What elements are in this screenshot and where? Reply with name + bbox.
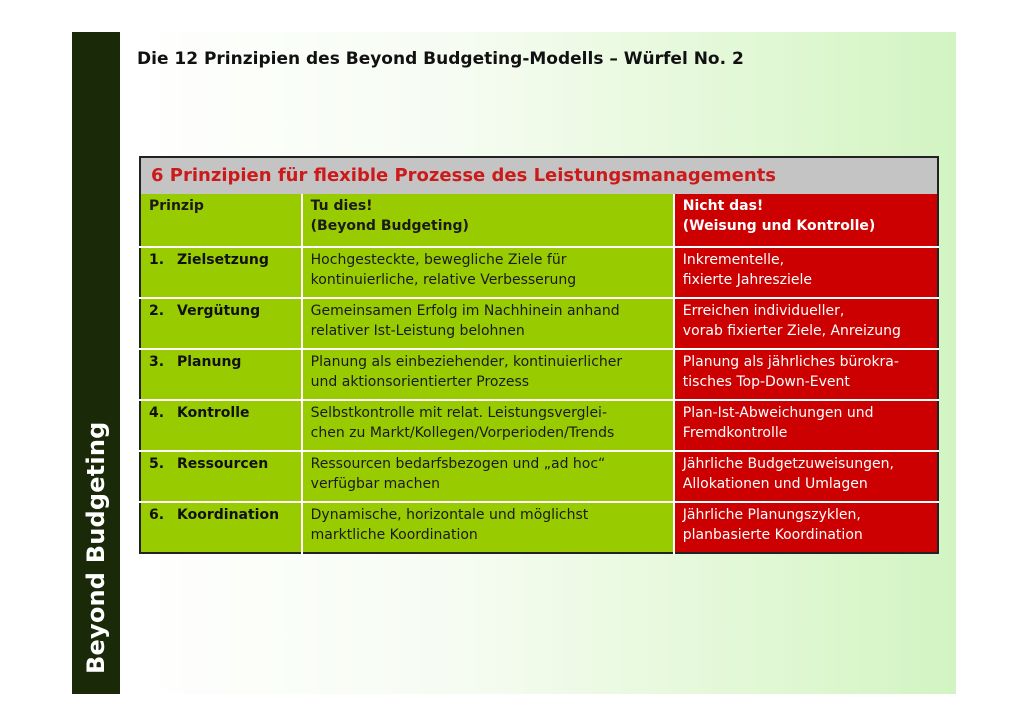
principles-table: [139, 156, 939, 554]
dont-cell: Plan-Ist-Abweichungen und Fremdkontrolle: [674, 400, 938, 451]
do-cell: Ressourcen bedarfsbezogen und „ad hoc“ verfügbar machen: [302, 451, 674, 502]
table-header-row: [140, 157, 938, 194]
do-cell: Gemeinsamen Erfolg im Nachhinein anhand relativer Ist-Leistung belohnen: [302, 298, 674, 349]
column-header-dont: Nicht das! (Weisung und Kontrolle): [674, 194, 938, 247]
dont-cell: Jährliche Planungszyklen, planbasierte Koordination: [674, 502, 938, 553]
table-row: [140, 349, 938, 400]
do-cell: Selbstkontrolle mit relat. Leistungsverglei- chen zu Markt/Kollegen/Vorperioden/Trends: [302, 400, 674, 451]
sidebar-label: Beyond Budgeting: [82, 421, 110, 674]
table-row: [140, 298, 938, 349]
principle-name: 1. Zielsetzung: [140, 247, 302, 298]
table-row: [140, 451, 938, 502]
dont-cell: Erreichen individueller, vorab fixierter Ziele, Anreizung: [674, 298, 938, 349]
do-cell: Planung als einbeziehender, kontinuierlicher und aktionsorientierter Prozess: [302, 349, 674, 400]
column-header-row: [140, 194, 938, 247]
principle-name: 2. Vergütung: [140, 298, 302, 349]
dont-cell: Inkrementelle, fixierte Jahresziele: [674, 247, 938, 298]
table-header: 6 Prinzipien für flexible Prozesse des Leistungsmanagements: [140, 157, 938, 194]
slide-title: Die 12 Prinzipien des Beyond Budgeting-Modells – Würfel No. 2: [137, 49, 744, 69]
table-row: [140, 400, 938, 451]
principle-name: 4. Kontrolle: [140, 400, 302, 451]
principle-name: 5. Ressourcen: [140, 451, 302, 502]
table-row: [140, 502, 938, 553]
do-cell: Hochgesteckte, bewegliche Ziele für kontinuierliche, relative Verbesserung: [302, 247, 674, 298]
column-header-prinzip: Prinzip: [140, 194, 302, 247]
principle-name: 3. Planung: [140, 349, 302, 400]
dont-cell: Planung als jährliches bürokra- tisches Top-Down-Event: [674, 349, 938, 400]
dont-cell: Jährliche Budgetzuweisungen, Allokationen und Umlagen: [674, 451, 938, 502]
column-header-do: Tu dies! (Beyond Budgeting): [302, 194, 674, 247]
principle-name: 6. Koordination: [140, 502, 302, 553]
do-cell: Dynamische, horizontale und möglichst marktliche Koordination: [302, 502, 674, 553]
table-row: [140, 247, 938, 298]
